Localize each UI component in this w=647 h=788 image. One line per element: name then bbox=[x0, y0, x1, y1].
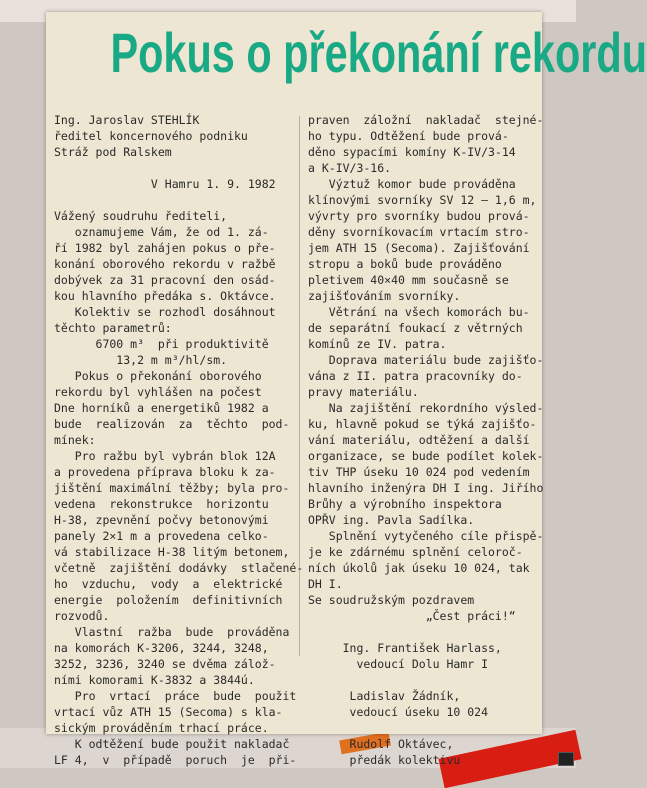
text-line: Ing. František Harlass, bbox=[308, 641, 502, 655]
text-line: praven záložní nakladač stejné- bbox=[308, 113, 544, 127]
text-line: DH I. bbox=[308, 577, 343, 591]
text-line: Brůhy a výrobního inspektora bbox=[308, 497, 502, 511]
text-line: Větrání na všech komorách bu- bbox=[308, 305, 530, 319]
text-line: ří 1982 byl zahájen pokus o pře- bbox=[54, 241, 276, 255]
text-line: včetně zajištění dodávky stlačené- bbox=[54, 561, 304, 575]
text-line: Se soudružským pozdravem bbox=[308, 593, 475, 607]
text-line: předák kolektivu bbox=[308, 753, 461, 767]
text-line: ho typu. Odtěžení bude prová- bbox=[308, 129, 509, 143]
text-line: V Hamru 1. 9. 1982 bbox=[54, 177, 276, 191]
text-line: děno sypacími komíny K-IV/3-14 bbox=[308, 145, 516, 159]
text-line: na komorách K-3206, 3244, 3248, bbox=[54, 641, 269, 655]
text-line: sickým prováděním trhací práce. bbox=[54, 721, 269, 735]
text-line: vedena rekonstrukce horizontu bbox=[54, 497, 269, 511]
text-line: zajišťováním svorníky. bbox=[308, 289, 461, 303]
text-line: Rudolf Oktávec, bbox=[308, 737, 454, 751]
text-line: de separátní foukací z větrných bbox=[308, 321, 523, 335]
text-line: Kolektiv se rozhodl dosáhnout bbox=[54, 305, 276, 319]
text-line: pletivem 40×40 mm současně se bbox=[308, 273, 509, 287]
text-line: dobývek za 31 pracovní den osád- bbox=[54, 273, 276, 287]
text-line: Splnění vytyčeného cíle přispě- bbox=[308, 529, 544, 543]
text-line: mínek: bbox=[54, 433, 96, 447]
text-line: komínů ze IV. patra. bbox=[308, 337, 447, 351]
text-line: těchto parametrů: bbox=[54, 321, 172, 335]
text-line: vedoucí úseku 10 024 bbox=[308, 705, 489, 719]
text-line: vána z II. patra pracovníky do- bbox=[308, 369, 523, 383]
text-line: tiv THP úseku 10 024 pod vedením bbox=[308, 465, 530, 479]
text-line: děny svorníkovacím vrtacím stro- bbox=[308, 225, 530, 239]
text-line: jem ATH 15 (Secoma). Zajišťování bbox=[308, 241, 530, 255]
text-line: vá stabilizace H-38 litým betonem, bbox=[54, 545, 290, 559]
text-line: a provedena příprava bloku k za- bbox=[54, 465, 276, 479]
text-line: jištění maximální těžby; byla pro- bbox=[54, 481, 290, 495]
text-line: ních úkolů jak úseku 10 024, tak bbox=[308, 561, 530, 575]
text-line bbox=[308, 624, 540, 640]
text-line: ho vzduchu, vody a elektrické bbox=[54, 577, 283, 591]
newspaper-clipping bbox=[46, 12, 647, 767]
text-line: organizace, se bude podílet kolek- bbox=[308, 449, 544, 463]
text-line: H-38, zpevnění počvy betonovými bbox=[54, 513, 269, 527]
text-line: je ke zdárnému splnění celoroč- bbox=[308, 545, 523, 559]
headline: Pokus o překonání rekordu bbox=[110, 21, 647, 84]
text-line: Ladislav Žádník, bbox=[308, 689, 461, 703]
text-line: 3252, 3236, 3240 se dvěma zálož- bbox=[54, 657, 276, 671]
text-line: stropu a boků bude prováděno bbox=[308, 257, 502, 271]
text-line: Ing. Jaroslav STEHLÍK bbox=[54, 113, 200, 127]
text-line: LF 4, v případě poruch je při- bbox=[54, 753, 297, 767]
text-line: konání oborového rekordu v ražbě bbox=[54, 257, 276, 271]
text-line: kou hlavního předáka s. Oktávce. bbox=[54, 289, 276, 303]
text-line: bude realizován za těchto pod- bbox=[54, 417, 290, 431]
text-line: Stráž pod Ralskem bbox=[54, 145, 172, 159]
text-line: ními komorami K-3832 a 3844ú. bbox=[54, 673, 255, 687]
text-line: Pro ražbu byl vybrán blok 12A bbox=[54, 449, 276, 463]
text-line bbox=[308, 672, 540, 688]
text-line: vývrty pro svorníky budou prová- bbox=[308, 209, 530, 223]
text-line: rozvodů. bbox=[54, 609, 110, 623]
text-line: Vážený soudruhu řediteli, bbox=[54, 209, 228, 223]
text-line: hlavního inženýra DH I ing. Jiřího bbox=[308, 481, 544, 495]
text-line: Pro vrtací práce bude použit bbox=[54, 689, 297, 703]
text-line: vání materiálu, odtěžení a další bbox=[308, 433, 530, 447]
text-line bbox=[54, 160, 302, 176]
text-line: 13,2 m m³/hl/sm. bbox=[54, 353, 228, 367]
text-line: OPŘV ing. Pavla Sadílka. bbox=[308, 513, 475, 527]
text-line: 6700 m³ při produktivitě bbox=[54, 337, 269, 351]
text-line: Doprava materiálu bude zajišťo- bbox=[308, 353, 544, 367]
text-line: Pokus o překonání oborového bbox=[54, 369, 262, 383]
text-line: vedoucí Dolu Hamr I bbox=[308, 657, 489, 671]
article-left-column bbox=[54, 112, 302, 768]
text-line: klínovými svorníky SV 12 — 1,6 m, bbox=[308, 193, 537, 207]
text-line: pravy materiálu. bbox=[308, 385, 419, 399]
monitor-icon bbox=[558, 752, 574, 766]
text-line: a K-IV/3-16. bbox=[308, 161, 392, 175]
text-line: vrtací vůz ATH 15 (Secoma) s kla- bbox=[54, 705, 283, 719]
text-line: Na zajištění rekordního výsled- bbox=[308, 401, 544, 415]
text-line: Dne horníků a energetiků 1982 a bbox=[54, 401, 269, 415]
text-line: Vlastní ražba bude prováděna bbox=[54, 625, 290, 639]
text-line: „Čest práci!“ bbox=[308, 609, 516, 623]
article-right-column bbox=[308, 112, 544, 768]
text-line: oznamujeme Vám, že od 1. zá- bbox=[54, 225, 269, 239]
text-line: panely 2×1 m a provedena celko- bbox=[54, 529, 269, 543]
text-line: Výztuž komor bude prováděna bbox=[308, 177, 516, 191]
text-line: rekordu byl vyhlášen na počest bbox=[54, 385, 262, 399]
text-line: K odtěžení bude použit nakladač bbox=[54, 737, 290, 751]
text-line: ředitel koncernového podniku bbox=[54, 129, 248, 143]
text-line bbox=[54, 192, 302, 208]
text-line: ku, hlavně pokud se týká zajišťo- bbox=[308, 417, 537, 431]
text-line: energie položením definitivních bbox=[54, 593, 283, 607]
text-line bbox=[308, 720, 540, 736]
